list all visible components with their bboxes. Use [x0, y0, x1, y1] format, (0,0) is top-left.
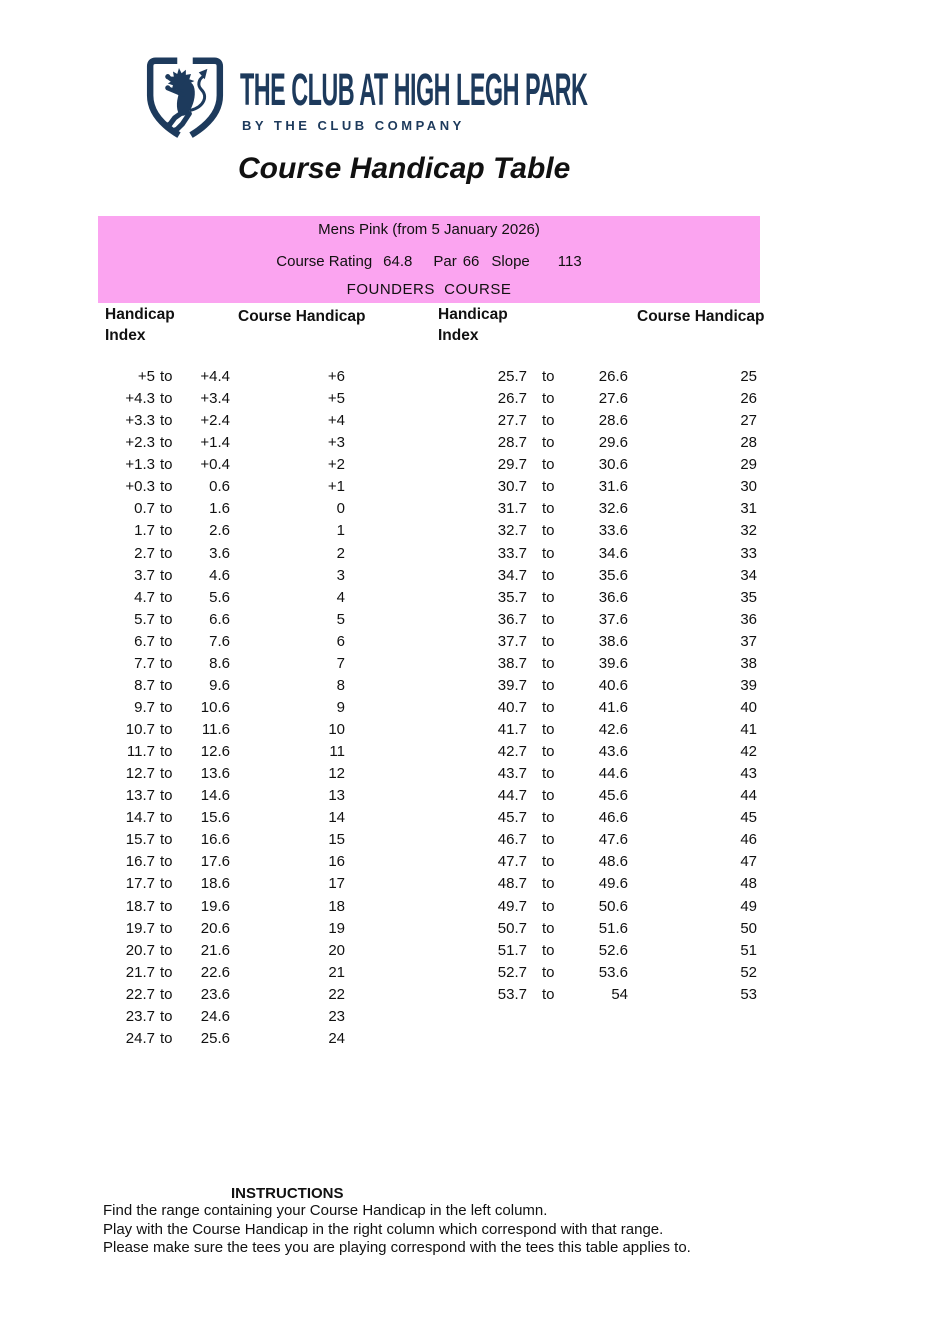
tee-name-line: Mens Pink (from 5 January 2026): [318, 221, 540, 238]
range-separator: to: [542, 478, 555, 496]
course-handicap-value: 17: [328, 875, 345, 893]
table-row: [0, 873, 940, 895]
table-row: [0, 918, 940, 940]
range-low: 45.7: [497, 809, 527, 827]
table-row: [0, 498, 940, 520]
range-separator: to: [160, 632, 173, 650]
range-separator: to: [160, 765, 173, 783]
instructions-line: Please make sure the tees you are playing correspond with the tees this table applies to.: [103, 1239, 691, 1257]
range-low: 16.7: [125, 853, 155, 871]
tee-banner: [98, 216, 760, 303]
course-handicap-value: 1: [336, 522, 345, 540]
range-high: 11.6: [201, 721, 230, 738]
table-row: [0, 807, 940, 829]
range-low: +5: [137, 368, 155, 385]
range-high: 54: [611, 985, 628, 1003]
table-row: [0, 631, 940, 653]
table-row: [0, 763, 940, 785]
range-separator: to: [542, 654, 555, 672]
range-separator: to: [542, 897, 555, 915]
table-row: [0, 388, 940, 410]
range-high: 38.6: [598, 632, 628, 650]
course-handicap-value: 13: [328, 787, 345, 805]
course-handicap-value: 5: [336, 610, 345, 628]
course-handicap-value: 51: [740, 941, 757, 959]
table-row: [0, 896, 940, 918]
course-handicap-value: 29: [740, 456, 757, 474]
course-handicap-value: 24: [328, 1029, 345, 1047]
course-handicap-value: 43: [740, 765, 757, 783]
course-handicap-value: 16: [328, 853, 345, 871]
range-high: 13.6: [200, 765, 230, 783]
range-high: 29.6: [598, 434, 628, 452]
range-separator: to: [542, 588, 555, 606]
range-low: 17.7: [125, 875, 155, 893]
range-separator: to: [160, 654, 173, 672]
range-high: 45.6: [598, 787, 628, 805]
course-handicap-value: 31: [740, 500, 757, 518]
range-high: 7.6: [209, 632, 230, 650]
range-separator: to: [542, 985, 555, 1003]
course-handicap-value: 15: [328, 831, 345, 849]
table-row: [0, 1006, 940, 1028]
range-high: +1.4: [200, 434, 230, 452]
range-low: 27.7: [497, 412, 527, 430]
range-low: 34.7: [497, 566, 527, 584]
course-handicap-value: 39: [740, 676, 757, 694]
range-high: 27.6: [598, 390, 628, 408]
range-low: 2.7: [134, 544, 155, 562]
table-row: [0, 653, 940, 675]
table-row: [0, 609, 940, 631]
range-high: 44.6: [598, 765, 628, 783]
course-handicap-value: 2: [336, 544, 345, 562]
range-separator: to: [160, 941, 173, 959]
range-separator: to: [160, 456, 173, 474]
table-row: [0, 851, 940, 873]
table-row: [0, 520, 940, 542]
course-handicap-value: 32: [740, 522, 757, 540]
range-high: +4.4: [200, 368, 230, 385]
course-handicap-value: +6: [327, 368, 345, 385]
range-separator: to: [160, 478, 173, 496]
range-low: 38.7: [497, 654, 527, 672]
range-separator: to: [160, 412, 173, 430]
right-handicap-index-header-word1: Handicap: [438, 306, 508, 323]
range-low: 0.7: [134, 500, 155, 518]
range-separator: to: [542, 500, 555, 518]
table-row: [0, 984, 940, 1006]
range-low: +1.3: [125, 456, 155, 474]
range-low: 20.7: [125, 941, 155, 959]
range-low: 39.7: [497, 676, 527, 694]
range-high: 49.6: [598, 875, 628, 893]
table-row: [0, 565, 940, 587]
course-handicap-value: 8: [336, 676, 345, 694]
range-low: 41.7: [497, 721, 527, 738]
table-row: [0, 476, 940, 498]
range-low: 19.7: [125, 919, 155, 937]
page-title: Course Handicap Table: [238, 152, 571, 185]
range-low: 47.7: [497, 853, 527, 871]
range-low: 44.7: [497, 787, 527, 805]
range-low: 37.7: [497, 632, 527, 650]
table-row: [0, 962, 940, 984]
range-low: 13.7: [125, 787, 155, 805]
range-low: 7.7: [134, 654, 155, 672]
range-separator: to: [542, 368, 555, 385]
course-rating-line: [98, 253, 760, 270]
range-low: 52.7: [497, 963, 527, 981]
range-high: 32.6: [598, 500, 628, 518]
range-high: 39.6: [598, 654, 628, 672]
table-row: [0, 719, 940, 741]
range-high: 19.6: [200, 897, 230, 915]
range-high: 20.6: [200, 919, 230, 937]
range-low: 1.7: [134, 522, 155, 540]
slope-label: Slope: [491, 253, 530, 270]
right-course-handicap-header: Course Handicap: [637, 308, 765, 325]
range-low: 49.7: [497, 897, 527, 915]
range-high: 6.6: [209, 610, 230, 628]
course-handicap-value: 28: [740, 434, 757, 452]
range-high: 52.6: [598, 941, 628, 959]
range-low: 10.7: [125, 721, 155, 738]
range-separator: to: [160, 390, 173, 408]
range-separator: to: [160, 676, 173, 694]
range-separator: to: [160, 544, 173, 562]
range-low: +3.3: [125, 412, 155, 430]
club-subtitle: BY THE CLUB COMPANY: [242, 118, 465, 133]
range-high: 46.6: [598, 809, 628, 827]
course-handicap-value: 44: [740, 787, 757, 805]
range-separator: to: [160, 500, 173, 518]
range-separator: to: [542, 743, 555, 761]
course-handicap-value: 23: [328, 1007, 345, 1025]
range-high: 26.6: [598, 368, 628, 385]
range-low: 46.7: [497, 831, 527, 849]
range-high: 10.6: [200, 698, 230, 716]
range-low: 51.7: [497, 941, 527, 959]
range-low: 21.7: [125, 963, 155, 981]
course-handicap-value: 6: [336, 632, 345, 650]
range-separator: to: [542, 941, 555, 959]
left-handicap-index-header-word2: Index: [105, 327, 146, 344]
range-separator: to: [160, 743, 173, 761]
range-low: 48.7: [497, 875, 527, 893]
course-handicap-value: 10: [328, 721, 345, 738]
range-high: 21.6: [200, 941, 230, 959]
range-high: 43.6: [598, 743, 628, 761]
range-separator: to: [542, 390, 555, 408]
course-handicap-value: 9: [336, 698, 345, 716]
par-value: 66: [462, 253, 480, 270]
range-separator: to: [160, 963, 173, 981]
range-separator: to: [160, 698, 173, 716]
course-handicap-value: 49: [740, 897, 757, 915]
instructions-title: INSTRUCTIONS: [231, 1185, 344, 1202]
table-row: [0, 829, 940, 851]
range-low: 15.7: [125, 831, 155, 849]
range-high: 2.6: [209, 522, 230, 540]
course-handicap-value: 25: [740, 368, 757, 385]
range-high: 41.6: [598, 698, 628, 716]
range-low: 26.7: [497, 390, 527, 408]
range-separator: to: [160, 610, 173, 628]
range-high: 9.6: [209, 676, 230, 694]
range-high: 12.6: [200, 743, 230, 761]
range-separator: to: [160, 721, 173, 738]
range-high: 47.6: [598, 831, 628, 849]
range-low: 5.7: [134, 610, 155, 628]
range-low: +0.3: [125, 478, 155, 496]
table-row: [0, 432, 940, 454]
table-row: [0, 741, 940, 763]
course-handicap-value: +4: [327, 412, 345, 430]
range-high: 40.6: [598, 676, 628, 694]
course-handicap-value: 47: [740, 853, 757, 871]
range-separator: to: [160, 787, 173, 805]
range-high: 53.6: [598, 963, 628, 981]
range-high: 15.6: [200, 809, 230, 827]
range-separator: to: [542, 544, 555, 562]
course-handicap-value: 18: [328, 897, 345, 915]
course-handicap-value: 19: [328, 919, 345, 937]
course-rating-value: 64.8: [383, 253, 413, 270]
range-high: 33.6: [598, 522, 628, 540]
range-separator: to: [160, 809, 173, 827]
range-high: 42.6: [598, 721, 628, 738]
range-separator: to: [542, 434, 555, 452]
table-row: [0, 785, 940, 807]
range-separator: to: [542, 721, 555, 738]
range-separator: to: [542, 676, 555, 694]
table-row: [0, 410, 940, 432]
course-handicap-value: 34: [740, 566, 757, 584]
course-handicap-value: 46: [740, 831, 757, 849]
range-low: 22.7: [125, 985, 155, 1003]
table-row: [0, 1028, 940, 1050]
course-handicap-value: 45: [740, 809, 757, 827]
range-separator: to: [542, 456, 555, 474]
table-row: [0, 675, 940, 697]
course-handicap-value: 53: [740, 985, 757, 1003]
range-separator: to: [542, 632, 555, 650]
range-low: 29.7: [497, 456, 527, 474]
course-handicap-value: 41: [740, 721, 757, 738]
range-separator: to: [542, 919, 555, 937]
range-separator: to: [542, 809, 555, 827]
range-separator: to: [160, 588, 173, 606]
range-separator: to: [542, 522, 555, 540]
range-low: 28.7: [497, 434, 527, 452]
course-rating-label: Course Rating: [276, 253, 373, 270]
range-high: 23.6: [200, 985, 230, 1003]
course-handicap-value: 26: [740, 390, 757, 408]
range-separator: to: [160, 985, 173, 1003]
range-high: 48.6: [598, 853, 628, 871]
range-separator: to: [160, 831, 173, 849]
range-low: 9.7: [134, 698, 155, 716]
range-high: 1.6: [209, 500, 230, 518]
range-separator: to: [160, 897, 173, 915]
range-low: 18.7: [125, 897, 155, 915]
range-low: 31.7: [497, 500, 527, 518]
range-low: 6.7: [134, 632, 155, 650]
range-low: 30.7: [497, 478, 527, 496]
range-low: 4.7: [134, 588, 155, 606]
course-handicap-value: 12: [328, 765, 345, 783]
course-handicap-value: 42: [740, 743, 757, 761]
range-high: 17.6: [200, 853, 230, 871]
range-high: +0.4: [200, 456, 230, 474]
course-handicap-value: 11: [329, 743, 345, 761]
table-row: [0, 454, 940, 476]
course-handicap-value: 37: [740, 632, 757, 650]
course-name-line: FOUNDERS COURSE: [346, 281, 512, 298]
course-handicap-value: +5: [327, 390, 345, 408]
course-handicap-value: 33: [740, 544, 757, 562]
range-low: 36.7: [497, 610, 527, 628]
course-handicap-value: 52: [740, 963, 757, 981]
range-high: 14.6: [200, 787, 230, 805]
range-low: 8.7: [134, 676, 155, 694]
course-handicap-value: 36: [740, 610, 757, 628]
course-handicap-value: 21: [328, 963, 345, 981]
course-handicap-value: 0: [336, 500, 345, 518]
range-low: +2.3: [125, 434, 155, 452]
range-high: 28.6: [598, 412, 628, 430]
range-high: 4.6: [209, 566, 230, 584]
range-separator: to: [160, 368, 173, 385]
range-high: 18.6: [200, 875, 230, 893]
range-high: +2.4: [200, 412, 230, 430]
range-high: 31.6: [598, 478, 628, 496]
range-high: 0.6: [209, 478, 230, 496]
range-separator: to: [542, 963, 555, 981]
range-separator: to: [542, 412, 555, 430]
course-handicap-value: +1: [327, 478, 345, 496]
range-separator: to: [160, 522, 173, 540]
range-low: 53.7: [497, 985, 527, 1003]
range-low: 14.7: [125, 809, 155, 827]
table-row: [0, 587, 940, 609]
course-handicap-value: 3: [336, 566, 345, 584]
table-row: [0, 543, 940, 565]
range-separator: to: [160, 919, 173, 937]
course-handicap-value: 4: [336, 588, 345, 606]
range-high: 35.6: [598, 566, 628, 584]
range-low: 35.7: [497, 588, 527, 606]
range-separator: to: [160, 1007, 173, 1025]
range-low: 33.7: [497, 544, 527, 562]
range-low: 11.7: [126, 743, 155, 761]
range-separator: to: [542, 875, 555, 893]
course-handicap-value: 7: [336, 654, 345, 672]
range-low: 50.7: [497, 919, 527, 937]
range-high: 51.6: [598, 919, 628, 937]
range-separator: to: [160, 853, 173, 871]
range-high: 3.6: [209, 544, 230, 562]
club-name: THE CLUB AT HIGH LEGH PARK: [240, 64, 588, 115]
range-separator: to: [542, 566, 555, 584]
range-high: 50.6: [598, 897, 628, 915]
range-separator: to: [542, 765, 555, 783]
range-separator: to: [542, 610, 555, 628]
course-handicap-value: 38: [740, 654, 757, 672]
course-handicap-value: 27: [740, 412, 757, 430]
range-high: 16.6: [200, 831, 230, 849]
left-handicap-index-header-word1: Handicap: [105, 306, 175, 323]
range-low: 25.7: [497, 368, 527, 385]
range-separator: to: [160, 1029, 173, 1047]
range-separator: to: [542, 831, 555, 849]
range-low: 24.7: [125, 1029, 155, 1047]
range-high: 24.6: [200, 1007, 230, 1025]
range-low: 3.7: [134, 566, 155, 584]
range-low: 32.7: [497, 522, 527, 540]
course-handicap-value: 20: [328, 941, 345, 959]
range-separator: to: [160, 875, 173, 893]
course-handicap-value: 30: [740, 478, 757, 496]
table-row: [0, 940, 940, 962]
course-handicap-value: +2: [327, 456, 345, 474]
range-low: 40.7: [497, 698, 527, 716]
instructions-line: Play with the Course Handicap in the right column which correspond with that range.: [103, 1220, 664, 1238]
course-handicap-value: 14: [328, 809, 345, 827]
instructions-line: Find the range containing your Course Handicap in the left column.: [103, 1202, 548, 1219]
range-high: 30.6: [598, 456, 628, 474]
course-handicap-value: 22: [328, 985, 345, 1003]
par-label: Par: [433, 253, 457, 270]
range-high: 22.6: [200, 963, 230, 981]
range-low: 42.7: [497, 743, 527, 761]
range-separator: to: [160, 566, 173, 584]
range-separator: to: [542, 853, 555, 871]
range-low: 43.7: [497, 765, 527, 783]
range-low: +4.3: [125, 390, 155, 408]
slope-value: 113: [557, 253, 582, 270]
range-high: +3.4: [200, 390, 230, 408]
range-high: 8.6: [209, 654, 230, 672]
course-handicap-value: 40: [740, 698, 757, 716]
lion-shield-icon: [142, 56, 228, 142]
range-high: 36.6: [598, 588, 628, 606]
range-high: 5.6: [209, 588, 230, 606]
range-separator: to: [542, 787, 555, 805]
course-handicap-value: +3: [327, 434, 345, 452]
range-low: 12.7: [125, 765, 155, 783]
range-high: 34.6: [598, 544, 628, 562]
course-handicap-value: 35: [740, 588, 757, 606]
range-separator: to: [160, 434, 173, 452]
course-handicap-value: 48: [740, 875, 757, 893]
range-high: 25.6: [200, 1029, 230, 1047]
course-handicap-value: 50: [740, 919, 757, 937]
range-separator: to: [542, 698, 555, 716]
right-handicap-index-header-word2: Index: [438, 327, 479, 344]
table-row: [0, 697, 940, 719]
range-low: 23.7: [125, 1007, 155, 1025]
table-row: [0, 366, 940, 388]
instructions-text: [103, 1202, 691, 1258]
left-course-handicap-header: Course Handicap: [238, 308, 366, 325]
range-high: 37.6: [598, 610, 628, 628]
handicap-table-right-column: [0, 366, 940, 1006]
